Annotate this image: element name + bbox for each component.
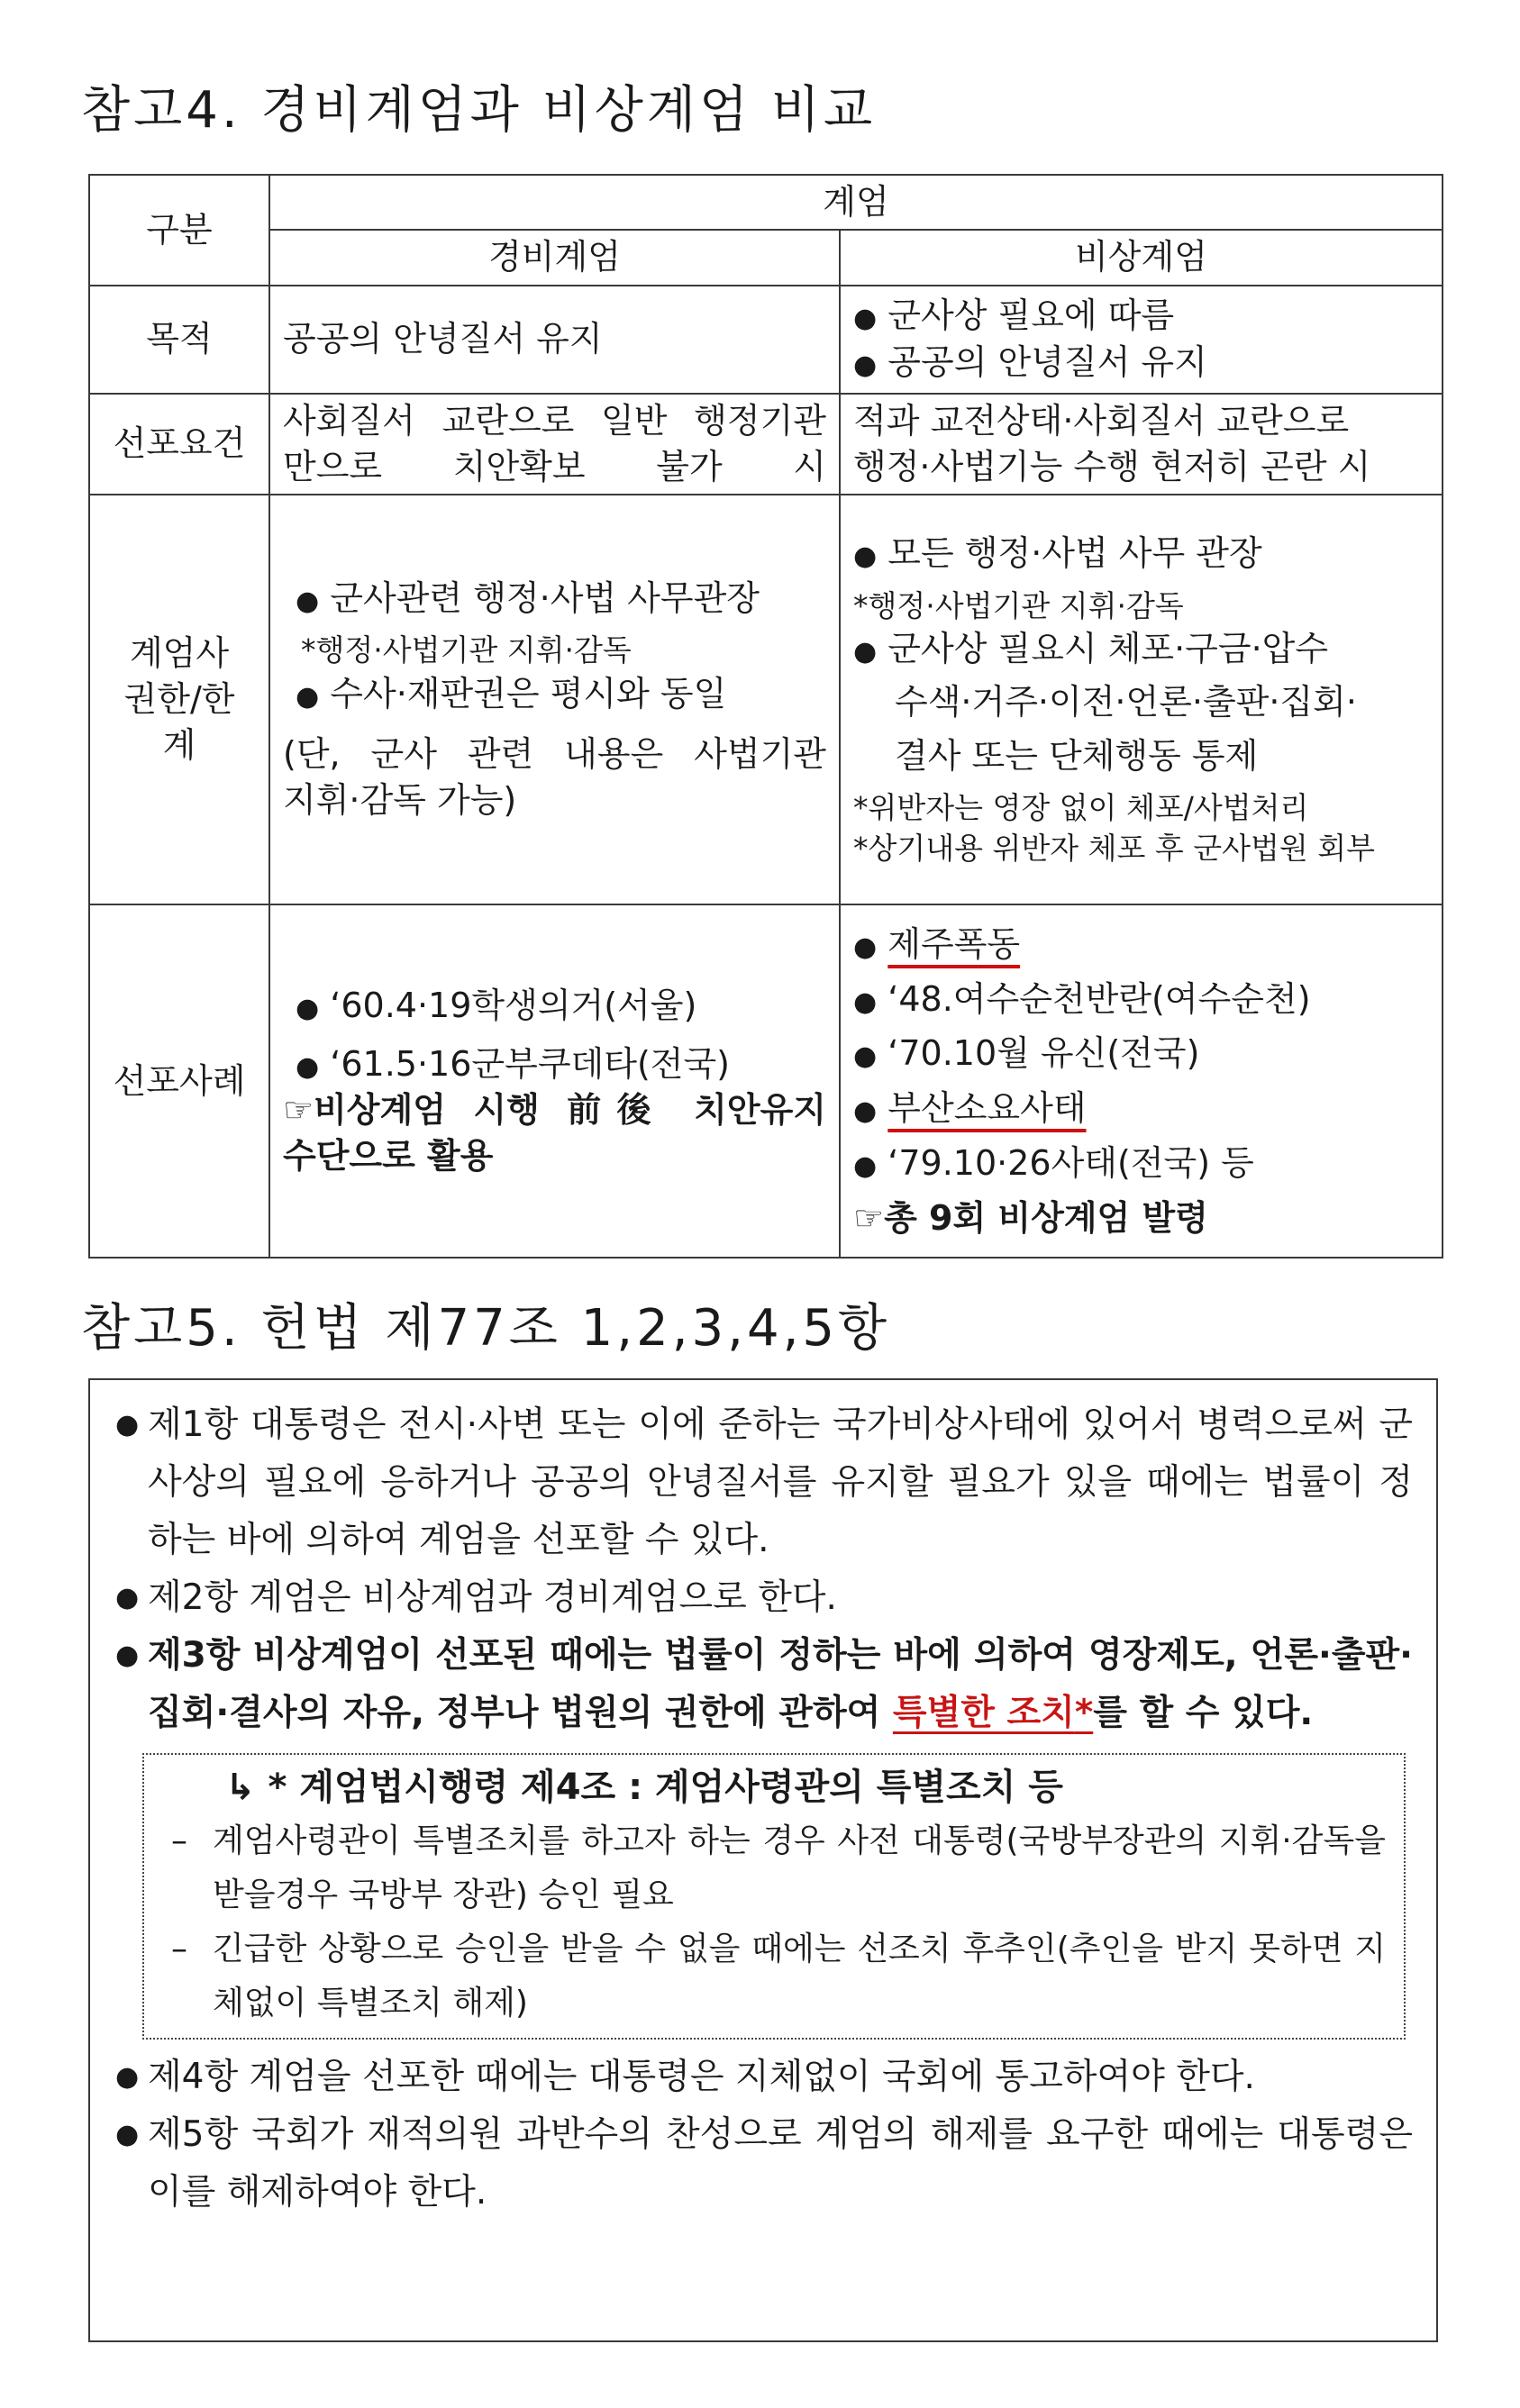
list-item: ● ‘61.5·16군부쿠데타(전국) — [296, 1043, 731, 1084]
paragraph-4: ● 제4항 계엄을 선포한 때에는 대통령은 지체없이 국회에 통고하여야 한다. — [115, 2049, 1413, 2106]
list-item: ● 모든 행정·사법 사무 관장 — [853, 533, 1262, 574]
list-item: ● ‘48.여수순천반란(여수순천) — [853, 978, 1311, 1019]
ref5-title: 참고5. 헌법 제77조 1,2,3,4,5항 — [81, 1299, 891, 1358]
paragraph-1: ● 제1항 대통령은 전시·사변 또는 이에 준하는 국가비상사태에 있어서 병력으로써 군사상의 필요에 응하거나 공공의 안녕질서를 유지할 필요가 있을 때에는 법률이 정하는 바에 의하여 계엄을 선포할 수 있다. — [115, 1396, 1413, 1569]
bullet: ● — [115, 1409, 140, 1440]
purpose-emergency — [840, 286, 1443, 394]
constitution-article-77-box — [88, 1378, 1438, 2342]
list-item: ● ‘70.10월 유신(전국) — [853, 1033, 1200, 1074]
authority-security: ● 군사관련 행정·사법 사무관장 *행정·사법기관 지휘·감독 ● 수사·재판권은 평시와 동일 (단, 군사 관련 내용은 사법기관 지휘·감독 가능) — [269, 495, 840, 904]
header-security-martial-law: 경비계엄 — [269, 230, 840, 285]
martial-law-comparison-table — [88, 174, 1443, 1259]
requirement-emergency: 적과 교전상태·사회질서 교란으로 행정·사법기능 수행 현저히 곤란 시 — [840, 394, 1443, 495]
row-purpose — [89, 286, 1443, 394]
paragraph-3: ● 제3항 비상계엄이 선포된 때에는 법률이 정하는 바에 의하여 영장제도, 언론·출판·집회·결사의 자유, 정부나 법원의 권한에 관하여 특별한 조치*를 할 수 있다. — [115, 1627, 1413, 1742]
decree-item: – 계엄사령관이 특별조치를 하고자 하는 경우 사전 대통령(국방부장관의 지휘·감독을 받을경우 국방부 장관) 승인 필요 — [171, 1822, 1386, 1913]
special-measure-highlight: 특별한 조치* — [892, 1693, 1094, 1733]
header-martial-law: 계엄 — [269, 175, 1443, 230]
highlighted-case: 제주폭동 — [887, 923, 1021, 964]
list-item: ● ‘60.4·19학생의거(서울) — [296, 985, 697, 1025]
authority-emergency: ● 모든 행정·사법 사무 관장 *행정·사법기관 지휘·감독 ● 군사상 필요시 체포·구금·압수 수색·거주·이전·언론·출판·집회· 결사 또는 단체행동 통제 *위반자는 영장 없이 체포/사법처리 *상기내용 위반자 체포 후 군사법원 회부 — [840, 495, 1443, 904]
header-emergency-martial-law: 비상계엄 — [840, 230, 1443, 285]
ref4-title: 참고4. 경비계엄과 비상계엄 비교 — [81, 81, 877, 140]
requirement-security: 사회질서 교란으로 일반 행정기관 만으로 치안확보 불가 시 — [269, 394, 840, 495]
cases-label: 선포사례 — [89, 904, 269, 1258]
requirement-label: 선포요건 — [89, 394, 269, 495]
purpose-label: 목적 — [89, 286, 269, 394]
row-cases — [89, 904, 1443, 1258]
list-item: ● 군사상 필요시 체포·구금·압수 — [853, 629, 1329, 669]
list-item: ● 부산소요사태 — [853, 1088, 1087, 1129]
list-item: ● 군사관련 행정·사법 사무관장 — [296, 577, 760, 618]
paragraph-2: ● 제2항 계엄은 비상계엄과 경비계엄으로 한다. — [115, 1569, 1413, 1627]
list-item: ● 제주폭동 — [853, 923, 1021, 964]
list-item: ● ‘79.10·26사태(전국) 등 — [853, 1142, 1254, 1183]
list-item: ● 수사·재판권은 평시와 동일 — [296, 673, 727, 713]
highlighted-case: 부산소요사태 — [887, 1088, 1087, 1129]
row-authority — [89, 495, 1443, 904]
list-item: ● 군사상 필요에 따름 — [853, 295, 1175, 336]
purpose-security: 공공의 안녕질서 유지 — [269, 286, 840, 394]
row-requirement — [89, 394, 1443, 495]
bullet: ● — [115, 1582, 140, 1613]
cases-security: ● ‘60.4·19학생의거(서울) ● ‘61.5·16군부쿠데타(전국) ☞비상계엄 시행 前後 치안유지 수단으로 활용 — [269, 904, 840, 1258]
paragraph-5: ● 제5항 국회가 재적의원 과반수의 찬성으로 계엄의 해제를 요구한 때에는 대통령은 이를 해제하여야 한다. — [115, 2106, 1413, 2222]
header-category: 구분 — [89, 175, 269, 286]
bullet: ● — [115, 1640, 140, 1671]
bullet: ● — [115, 2061, 140, 2093]
cases-emergency: ● 제주폭동 ● ‘48.여수순천반란(여수순천) ● ‘70.10월 유신(전국) ● 부산소요사태 ● ‘79.10·26사태(전국) 등 ☞총 9회 비상계엄 발령 — [840, 904, 1443, 1258]
list-item: ● 공공의 안녕질서 유지 — [853, 341, 1207, 382]
authority-label: 계엄사 권한/한 계 — [89, 495, 269, 904]
enforcement-decree-note — [142, 1753, 1406, 2040]
bullet: ● — [115, 2119, 140, 2150]
decree-title: ↳ * 계엄법시행령 제4조 : 계엄사령관의 특별조치 등 — [225, 1767, 1063, 1808]
decree-item: – 긴급한 상황으로 승인을 받을 수 없을 때에는 선조치 후추인(추인을 받지 못하면 지체없이 특별조치 해제) — [171, 1931, 1386, 2022]
